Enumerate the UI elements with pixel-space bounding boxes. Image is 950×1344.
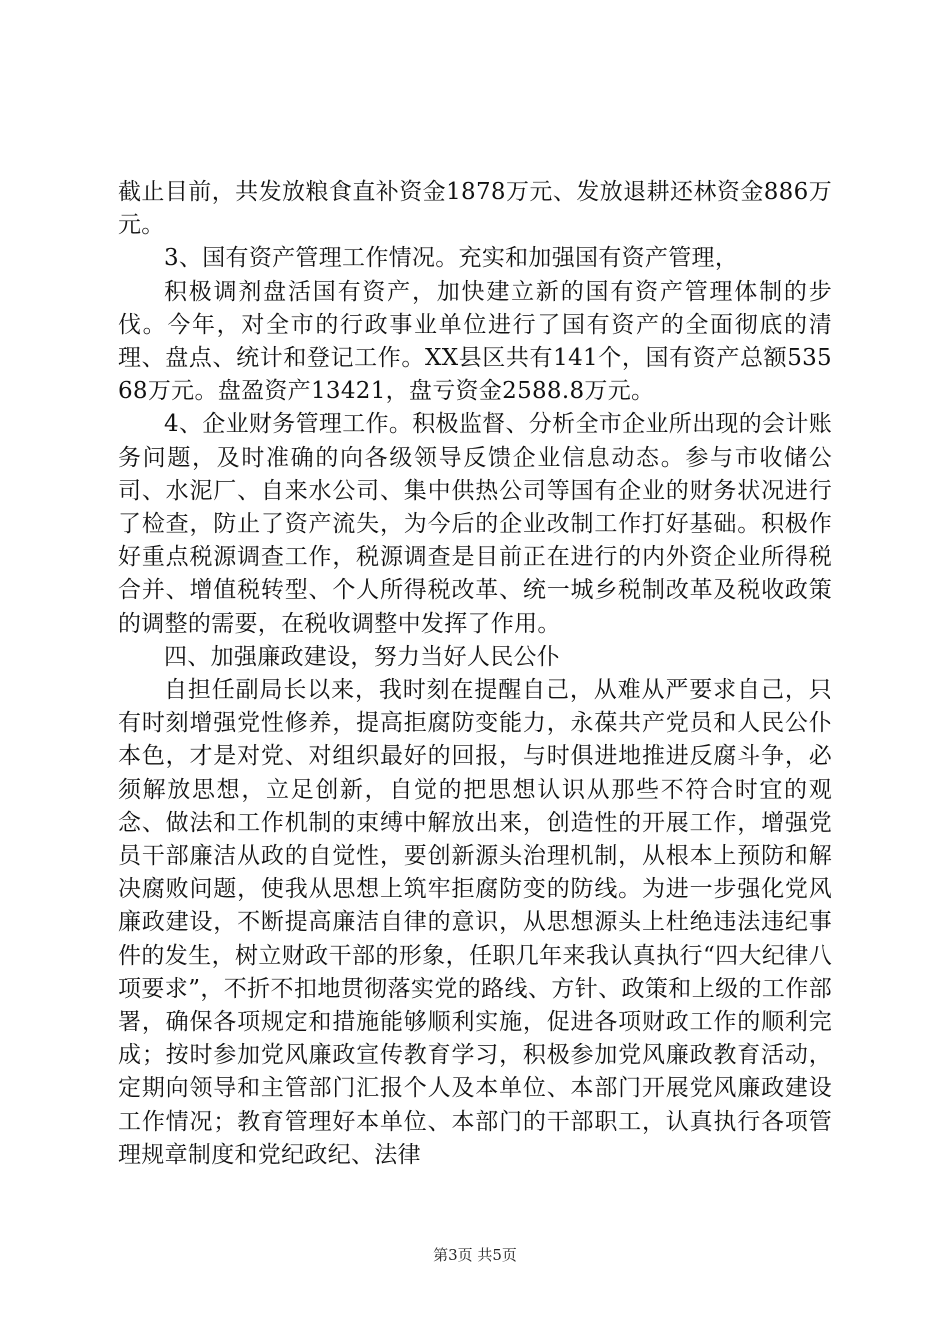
paragraph-subsidy-summary: 截止目前，共发放粮食直补资金1878万元、发放退耕还林资金886万元。 <box>118 179 832 239</box>
paragraph-asset-heading: 3、国有资产管理工作情况。充实和加强国有资产管理， <box>164 245 739 272</box>
page-number-footer: 第3页 共5页 <box>433 1246 517 1264</box>
paragraph-enterprise-finance: 4、企业财务管理工作。积极监督、分析全市企业所出现的会计账务问题，及时准确的向各级领导反馈企业信息动态。参与市收储公司、水泥厂、自来水公司、集中供热公司等国有企业的财务状况进行了检查，防止了资产流失，为今后的企业改制工作打好基础。积极作好重点税源调查工作，税源调查是目前正在进行的内外资企业所得税合并、增值税转型、个人所得税改革、统一城乡税制改革及税收政策的调整的需要，在税收调整中发挥了作用。 <box>118 411 832 637</box>
document-body <box>118 176 832 1172</box>
paragraph-asset-details: 积极调剂盘活国有资产，加快建立新的国有资产管理体制的步伐。今年，对全市的行政事业单位进行了国有资产的全面彻底的清理、盘点、统计和登记工作。XX县区共有141个，国有资产总额53568万元。盘盈资产13421，盘亏资金2588.8万元。 <box>118 278 832 405</box>
paragraph-integrity-details: 自担任副局长以来，我时刻在提醒自己，从难从严要求自己，只有时刻增强党性修养，提高拒腐防变能力，永葆共产党员和人民公仆本色，才是对党、对组织最好的回报，与时俱进地推进反腐斗争，必须解放思想，立足创新，自觉的把思想认识从那些不符合时宜的观念、做法和工作机制的束缚中解放出来，创造性的开展工作，增强党员干部廉洁从政的自觉性，要创新源头治理机制，从根本上预防和解决腐败问题，使我从思想上筑牢拒腐防变的防线。为进一步强化党风廉政建设，不断提高廉洁自律的意识，从思想源头上杜绝违法违纪事件的发生，树立财政干部的形象，任职几年来我认真执行“四大纪律八项要求”，不折不扣地贯彻落实党的路线、方针、政策和上级的工作部署，确保各项规定和措施能够顺利实施，促进各项财政工作的顺利完成；按时参加党风廉政宣传教育学习，积极参加党风廉政教育活动，定期向领导和主管部门汇报个人及本单位、本部门开展党风廉政建设工作情况；教育管理好本单位、本部门的干部职工，认真执行各项管理规章制度和党纪政纪、法律 <box>118 677 832 1168</box>
section-heading-integrity: 四、加强廉政建设，努力当好人民公仆 <box>164 643 561 670</box>
